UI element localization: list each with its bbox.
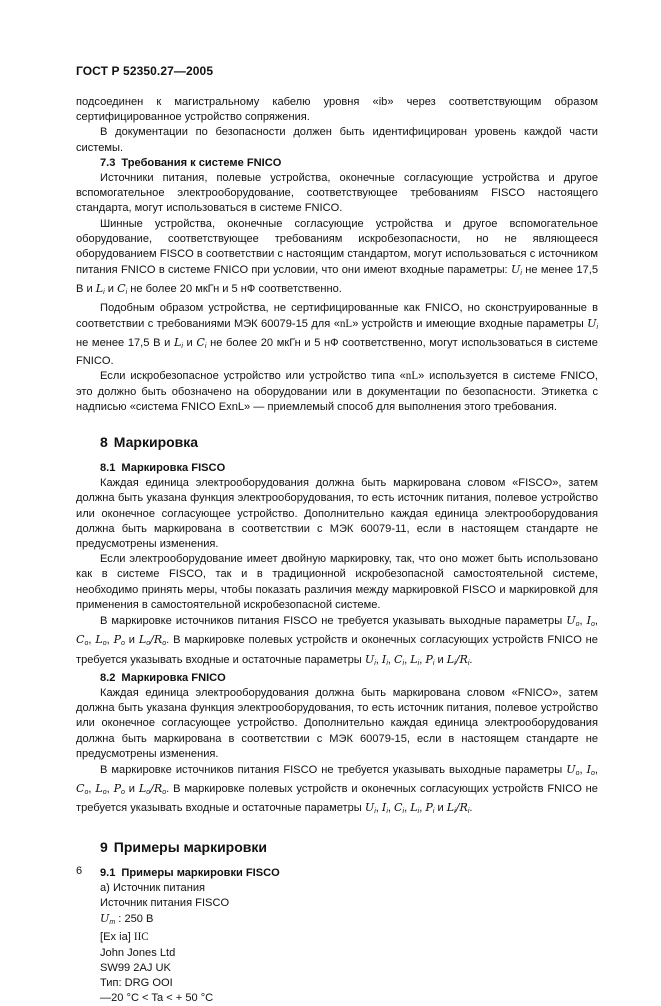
paragraph-8-2-2: В маркировке источников питания FISCO не требуется указывать выходные параметры $U_o$, $I_o$, $C_o$, $L_o$, $P_o$ и $L_o/R_o$. В маркировке полевых устройств и оконечных согласующих устройств FNICO не требуется указывать входные и остаточные параметры $U_i$, $I_i$, $C_i$, $L_i$, $P_i$ и $L_i/R_i$. [76,762,598,816]
section-9-heading: 9 Примеры маркировки [100,838,268,855]
example-line: John Jones Ltd [100,946,176,959]
paragraph-8-2-1: Каждая единица электрооборудования должна быть маркирована словом «FNICO», затем должна быть указана функция электрооборудования, то есть источник питания, полевое устройство или оконечное согласующее устройство. Дополнительно каждая единица электрооборудования должна быть маркирована в соответствии с МЭК 60079-15, если в настоящем стандарте не предусмотрены изменения. [76,686,598,760]
document-body [76,95,598,1006]
section-8-2-heading: 8.2 Маркировка FNICO [100,671,226,684]
example-line: —20 °C < Ta < + 50 °C [100,992,214,1005]
example-line: $U_m$ : 250 В [100,912,154,927]
paragraph-7-3-3: Подобным образом устройства, не сертифицированные как FNICO, но сконструированные в соответствии с требованиями МЭК 60079-15 для «nL» устройств и имеющие входные параметры $U_i$ не менее 17,5 В и $L_i$ и $C_i$ не более 20 мкГн и 5 нФ соответственно, могут использоваться в системе FNICO. [76,301,598,368]
section-9-1-heading: 9.1 Примеры маркировки FISCO [100,866,280,879]
page-number: 6 [76,865,83,877]
example-line: a) Источник питания [100,881,206,894]
example-line: [Ex ia] IIC [100,931,149,944]
marking-example [100,881,598,1006]
example-line: Источник питания FISCO [100,896,230,909]
paragraph-documentation: В документации по безопасности должен быть идентифицирован уровень каждой части системы. [76,126,598,154]
example-line: SW99 2AJ UK [100,961,171,974]
paragraph-7-3-2: Шинные устройства, оконечные согласующие устройства и другое вспомогательное оборудование, соответствующее требованиям искробезопасности, но не являющееся оборудованием FISCO в соответствии с настоящим стандартом, могут использоваться с источником питания FNICO в системе FNICO при условии, что они имеют входные параметры: $U_i$ не менее 17,5 В и $L_i$ и $C_i$ не более 20 мкГн и 5 нФ соответственно. [76,217,598,297]
paragraph-continuation: подсоединен к магистральному кабелю уровня «ib» через соответствующим образом сертифицированное устройство сопряжения. [76,96,598,124]
example-line: Тип: DRG OOI [100,976,173,989]
section-7-3-heading: 7.3 Требования к системе FNICO [100,156,282,169]
document-header: ГОСТ Р 52350.27—2005 [76,64,214,78]
paragraph-8-1-2: Если электрооборудование имеет двойную маркировку, так, что оно может быть использовано как в системе FISCO, так и в традиционной искробезопасной самостоятельной системе, необходимо принять меры, чтобы показать различия между маркировкой FISCO и маркировкой для применения в самостоятельной искробезопасной системе. [76,553,598,611]
paragraph-8-1-1: Каждая единица электрооборудования должна быть маркирована словом «FISCO», затем должна быть указана функция электрооборудования, то есть источник питания, полевое устройство или оконечное согласующее устройство. Дополнительно каждая единица электрооборудования должна быть маркирована в соответствии с МЭК 60079-11, если в настоящем стандарте не предусмотрены изменения. [76,477,598,551]
paragraph-7-3-4: Если искробезопасное устройство или устройство типа «nL» используется в системе FNICO, это должно быть обозначено на оборудовании или в документации по безопасности. Этикетка с надписью «система FNICO ExnL» — приемлемый способ для выполнения этого требования. [76,370,599,413]
section-8-heading: 8 Маркировка [100,434,199,451]
paragraph-7-3-1: Источники питания, полевые устройства, оконечные согласующие устройства и другое вспомогательное электрооборудование, соответствующее требованиям FISCO настоящего стандарта, могут использоваться в системе FNICO. [76,172,598,215]
paragraph-8-1-3: В маркировке источников питания FISCO не требуется указывать выходные параметры $U_o$, $I_o$, $C_o$, $L_o$, $P_o$ и $L_o/R_o$. В маркировке полевых устройств и оконечных согласующих устройств FNICO не требуется указывать входные и остаточные параметры $U_i$, $I_i$, $C_i$, $L_i$, $P_i$ и $L_i/R_i$. [76,614,598,667]
section-8-1-heading: 8.1 Маркировка FISCO [100,462,226,475]
